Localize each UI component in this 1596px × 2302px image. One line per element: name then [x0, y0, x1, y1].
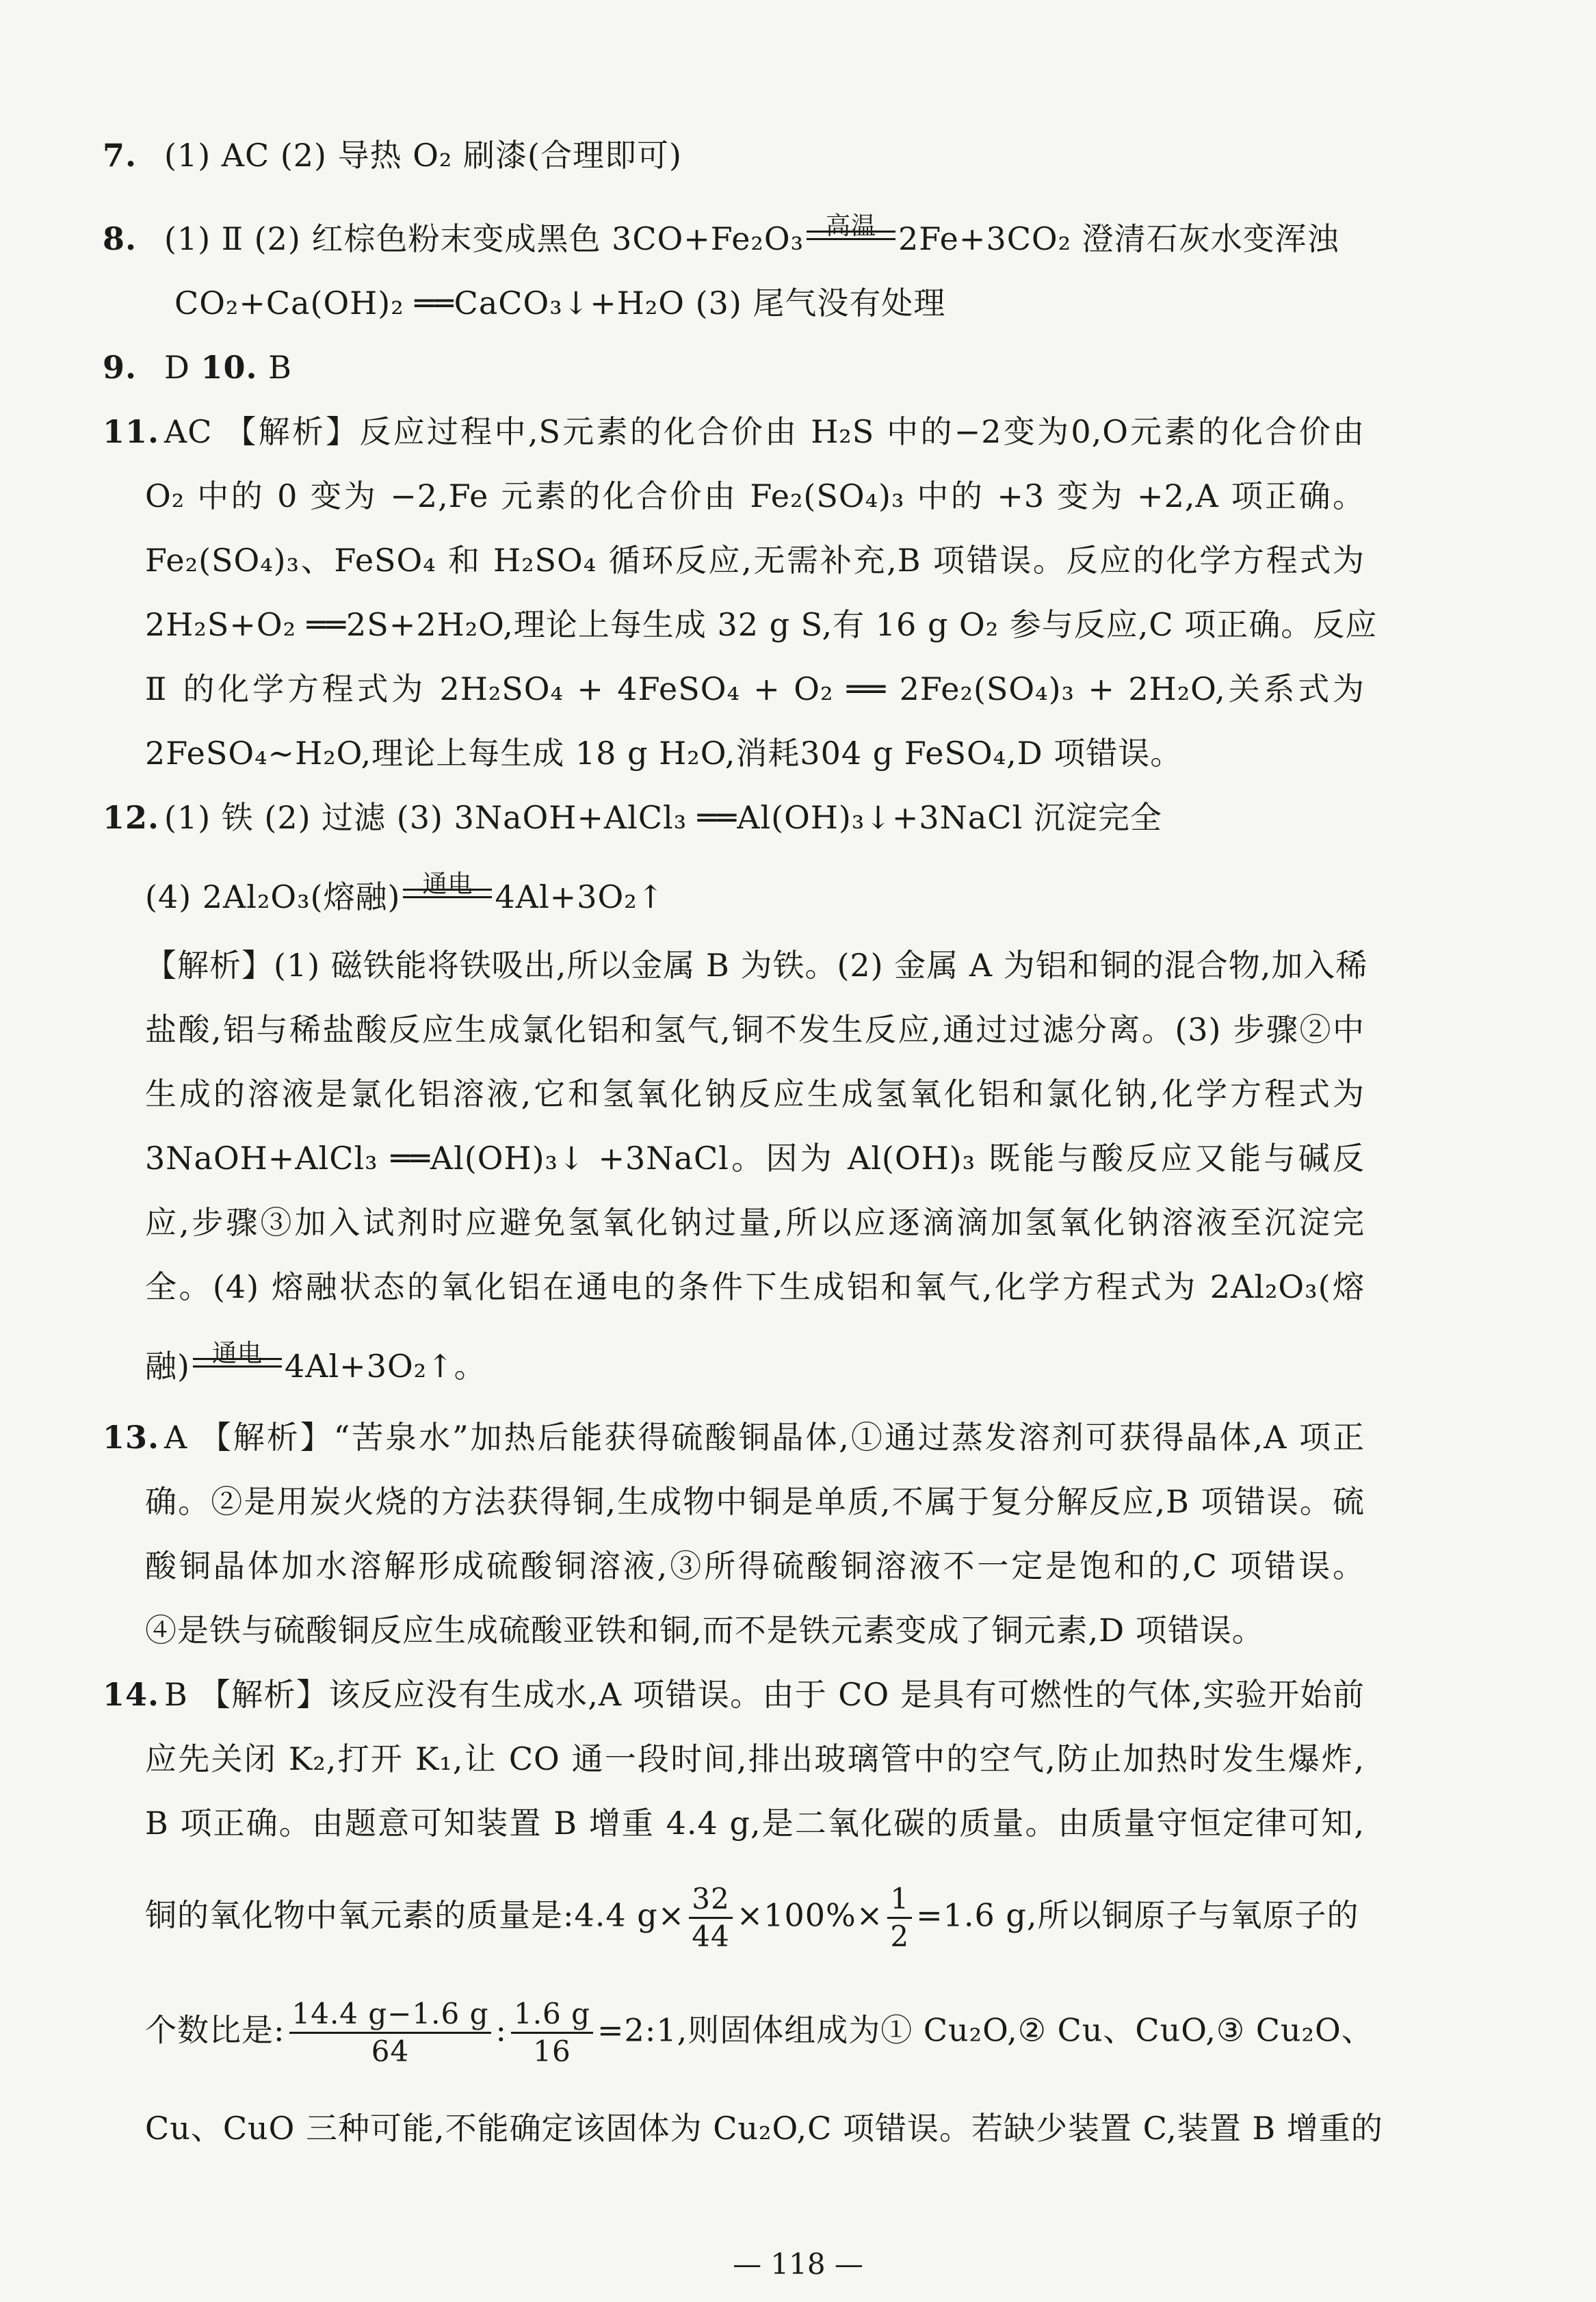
text-line: 2FeSO₄∼H₂O,理论上每生成 18 g H₂O,消耗304 g FeSO₄,D 项错误。: [145, 735, 1183, 772]
answer-text: 铜的氧化物中氧元素的质量是:4.4 g×: [145, 1896, 685, 1934]
text-line: 应,步骤③加入试剂时应避免氢氧化钠过量,所以应逐滴滴加氢氧化钠溶液至沉淀完: [145, 1204, 1365, 1241]
text-line: 酸铜晶体加水溶解形成硫酸铜溶液,③所得硫酸铜溶液不一定是饱和的,C 项错误。: [145, 1547, 1365, 1584]
answer-text: 4Al+3O₂↑。: [284, 1348, 486, 1385]
condition-label: 高温: [826, 212, 877, 240]
answer-7: [103, 134, 682, 176]
answer-text: 4Al+3O₂↑: [495, 878, 665, 915]
equals-bar: [403, 889, 492, 898]
answer-text: =1.6 g,所以铜原子与氧原子的: [916, 1896, 1359, 1934]
fraction: [887, 1881, 912, 1954]
text-line: 2H₂S+O₂ ══2S+2H₂O,理论上每生成 32 g S,有 16 g O₂ 参与反应,C 项正确。反应: [145, 606, 1378, 643]
text-line: Fe₂(SO₄)₃、FeSO₄ 和 H₂SO₄ 循环反应,无需补充,B 项错误。反应的化学方程式为: [145, 542, 1365, 579]
question-number: 9.: [103, 349, 138, 386]
answer-text: B: [257, 349, 292, 386]
condition-label: 通电: [211, 1339, 263, 1368]
answer-text: A 【解析】“苦泉水”加热后能获得硫酸铜晶体,①通过蒸发溶剂可获得晶体,A 项正: [164, 1419, 1365, 1456]
answer-text: B 【解析】该反应没有生成水,A 项错误。由于 CO 是具有可燃性的气体,实验开始前: [164, 1676, 1365, 1713]
text-line: [145, 1339, 486, 1387]
equals-bar: [193, 1358, 282, 1368]
answer-text: =2:1,则固体组成为① Cu₂O,② Cu、CuO,③ Cu₂O、: [597, 2011, 1374, 2049]
answer-11: [103, 410, 1365, 453]
text-line: 应先关闭 K₂,打开 K₁,让 CO 通一段时间,排出玻璃管中的空气,防止加热时发生爆炸,: [145, 1740, 1365, 1777]
answer-text: ×100%×: [736, 1896, 884, 1934]
text-line: 3NaOH+AlCl₃ ══Al(OH)₃↓ +3NaCl。因为 Al(OH)₃ 既能与酸反应又能与碱反: [145, 1140, 1365, 1177]
answer-8: [103, 212, 1339, 260]
fraction-numerator: 14.4 g−1.6 g: [289, 1996, 492, 2034]
answer-text: 个数比是:: [145, 2011, 285, 2049]
fraction-denominator: 16: [533, 2035, 571, 2068]
page-number: — 118 —: [733, 2247, 863, 2281]
fraction-denominator: 2: [890, 1920, 910, 1953]
fraction-numerator: 1: [887, 1881, 912, 1919]
question-number: 14.: [103, 1676, 160, 1713]
answer-text: (4) 2Al₂O₃(熔融): [145, 878, 401, 915]
fraction-numerator: 1.6 g: [511, 1996, 593, 2034]
question-number: 12.: [103, 799, 160, 836]
fraction-denominator: 44: [692, 1920, 730, 1953]
text-line: ④是铁与硫酸铜反应生成硫酸亚铁和铜,而不是铁元素变成了铜元素,D 项错误。: [145, 1612, 1264, 1649]
answer-13: [103, 1416, 1365, 1459]
question-number: 13.: [103, 1419, 160, 1456]
reaction-condition: [807, 212, 895, 250]
answer-text: AC 【解析】反应过程中,S元素的化合价由 H₂S 中的−2变为0,O元素的化合价由: [164, 413, 1365, 450]
condition-label: 通电: [422, 870, 473, 898]
answer-12: [103, 796, 1162, 839]
question-number: 11.: [103, 413, 160, 450]
reaction-condition: [193, 1339, 282, 1377]
text-line: 确。②是用炭火烧的方法获得铜,生成物中铜是单质,不属于复分解反应,B 项错误。硫: [145, 1483, 1365, 1520]
answer-9-10: [103, 346, 292, 389]
answer-text: CO₂+Ca(OH)₂ ══CaCO₃↓+H₂O (3) 尾气没有处理: [174, 285, 946, 322]
text-line: 【解析】(1) 磁铁能将铁吸出,所以金属 B 为铁。(2) 金属 A 为铝和铜的混合物,加入稀: [145, 947, 1368, 984]
text-line: 盐酸,铝与稀盐酸反应生成氯化铝和氢气,铜不发生反应,通过过滤分离。(3) 步骤②中: [145, 1011, 1365, 1048]
answer-text: (1) Ⅱ (2) 红棕色粉末变成黑色 3CO+Fe₂O₃: [164, 220, 804, 257]
answer-text: (1) AC (2) 导热 O₂ 刷漆(合理即可): [164, 137, 682, 174]
answer-12-line2: [145, 870, 665, 918]
fraction: [289, 1996, 492, 2069]
text-line: O₂ 中的 0 变为 −2,Fe 元素的化合价由 Fe₂(SO₄)₃ 中的 +3 变为 +2,A 项正确。: [145, 478, 1365, 514]
fraction-denominator: 64: [371, 2035, 410, 2068]
text-line: Cu、CuO 三种可能,不能确定该固体为 Cu₂O,C 项错误。若缺少装置 C,装置 B 增重的: [145, 2110, 1383, 2147]
equals-bar: [807, 231, 895, 240]
answer-text: (1) 铁 (2) 过滤 (3) 3NaOH+AlCl₃ ══Al(OH)₃↓+3NaCl 沉淀完全: [164, 799, 1162, 836]
fraction-numerator: 32: [689, 1881, 732, 1919]
question-number: 8.: [103, 220, 138, 257]
answer-text: 2Fe+3CO₂ 澄清石灰水变浑浊: [898, 220, 1339, 257]
question-number: 10.: [200, 349, 258, 386]
answer-text: D: [164, 349, 201, 386]
answer-8-line2: [174, 282, 945, 324]
answer-14: [103, 1673, 1365, 1716]
fraction: [511, 1996, 593, 2069]
answer-text: 融): [145, 1348, 190, 1385]
formula-line-1: [145, 1881, 1359, 1954]
question-number: 7.: [103, 137, 138, 174]
text-line: 生成的溶液是氯化铝溶液,它和氢氧化钠反应生成氢氧化铝和氯化钠,化学方程式为: [145, 1075, 1365, 1112]
answer-text: :: [495, 2011, 507, 2049]
text-line: 全。(4) 熔融状态的氧化铝在通电的条件下生成铝和氧气,化学方程式为 2Al₂O₃(熔: [145, 1268, 1365, 1305]
text-line: Ⅱ 的化学方程式为 2H₂SO₄ + 4FeSO₄ + O₂ ══ 2Fe₂(SO₄)₃ + 2H₂O,关系式为: [145, 670, 1365, 707]
fraction: [689, 1881, 732, 1954]
reaction-condition: [403, 870, 492, 908]
formula-line-2: [145, 1996, 1374, 2069]
text-line: B 项正确。由题意可知装置 B 增重 4.4 g,是二氧化碳的质量。由质量守恒定律可知,: [145, 1805, 1365, 1842]
